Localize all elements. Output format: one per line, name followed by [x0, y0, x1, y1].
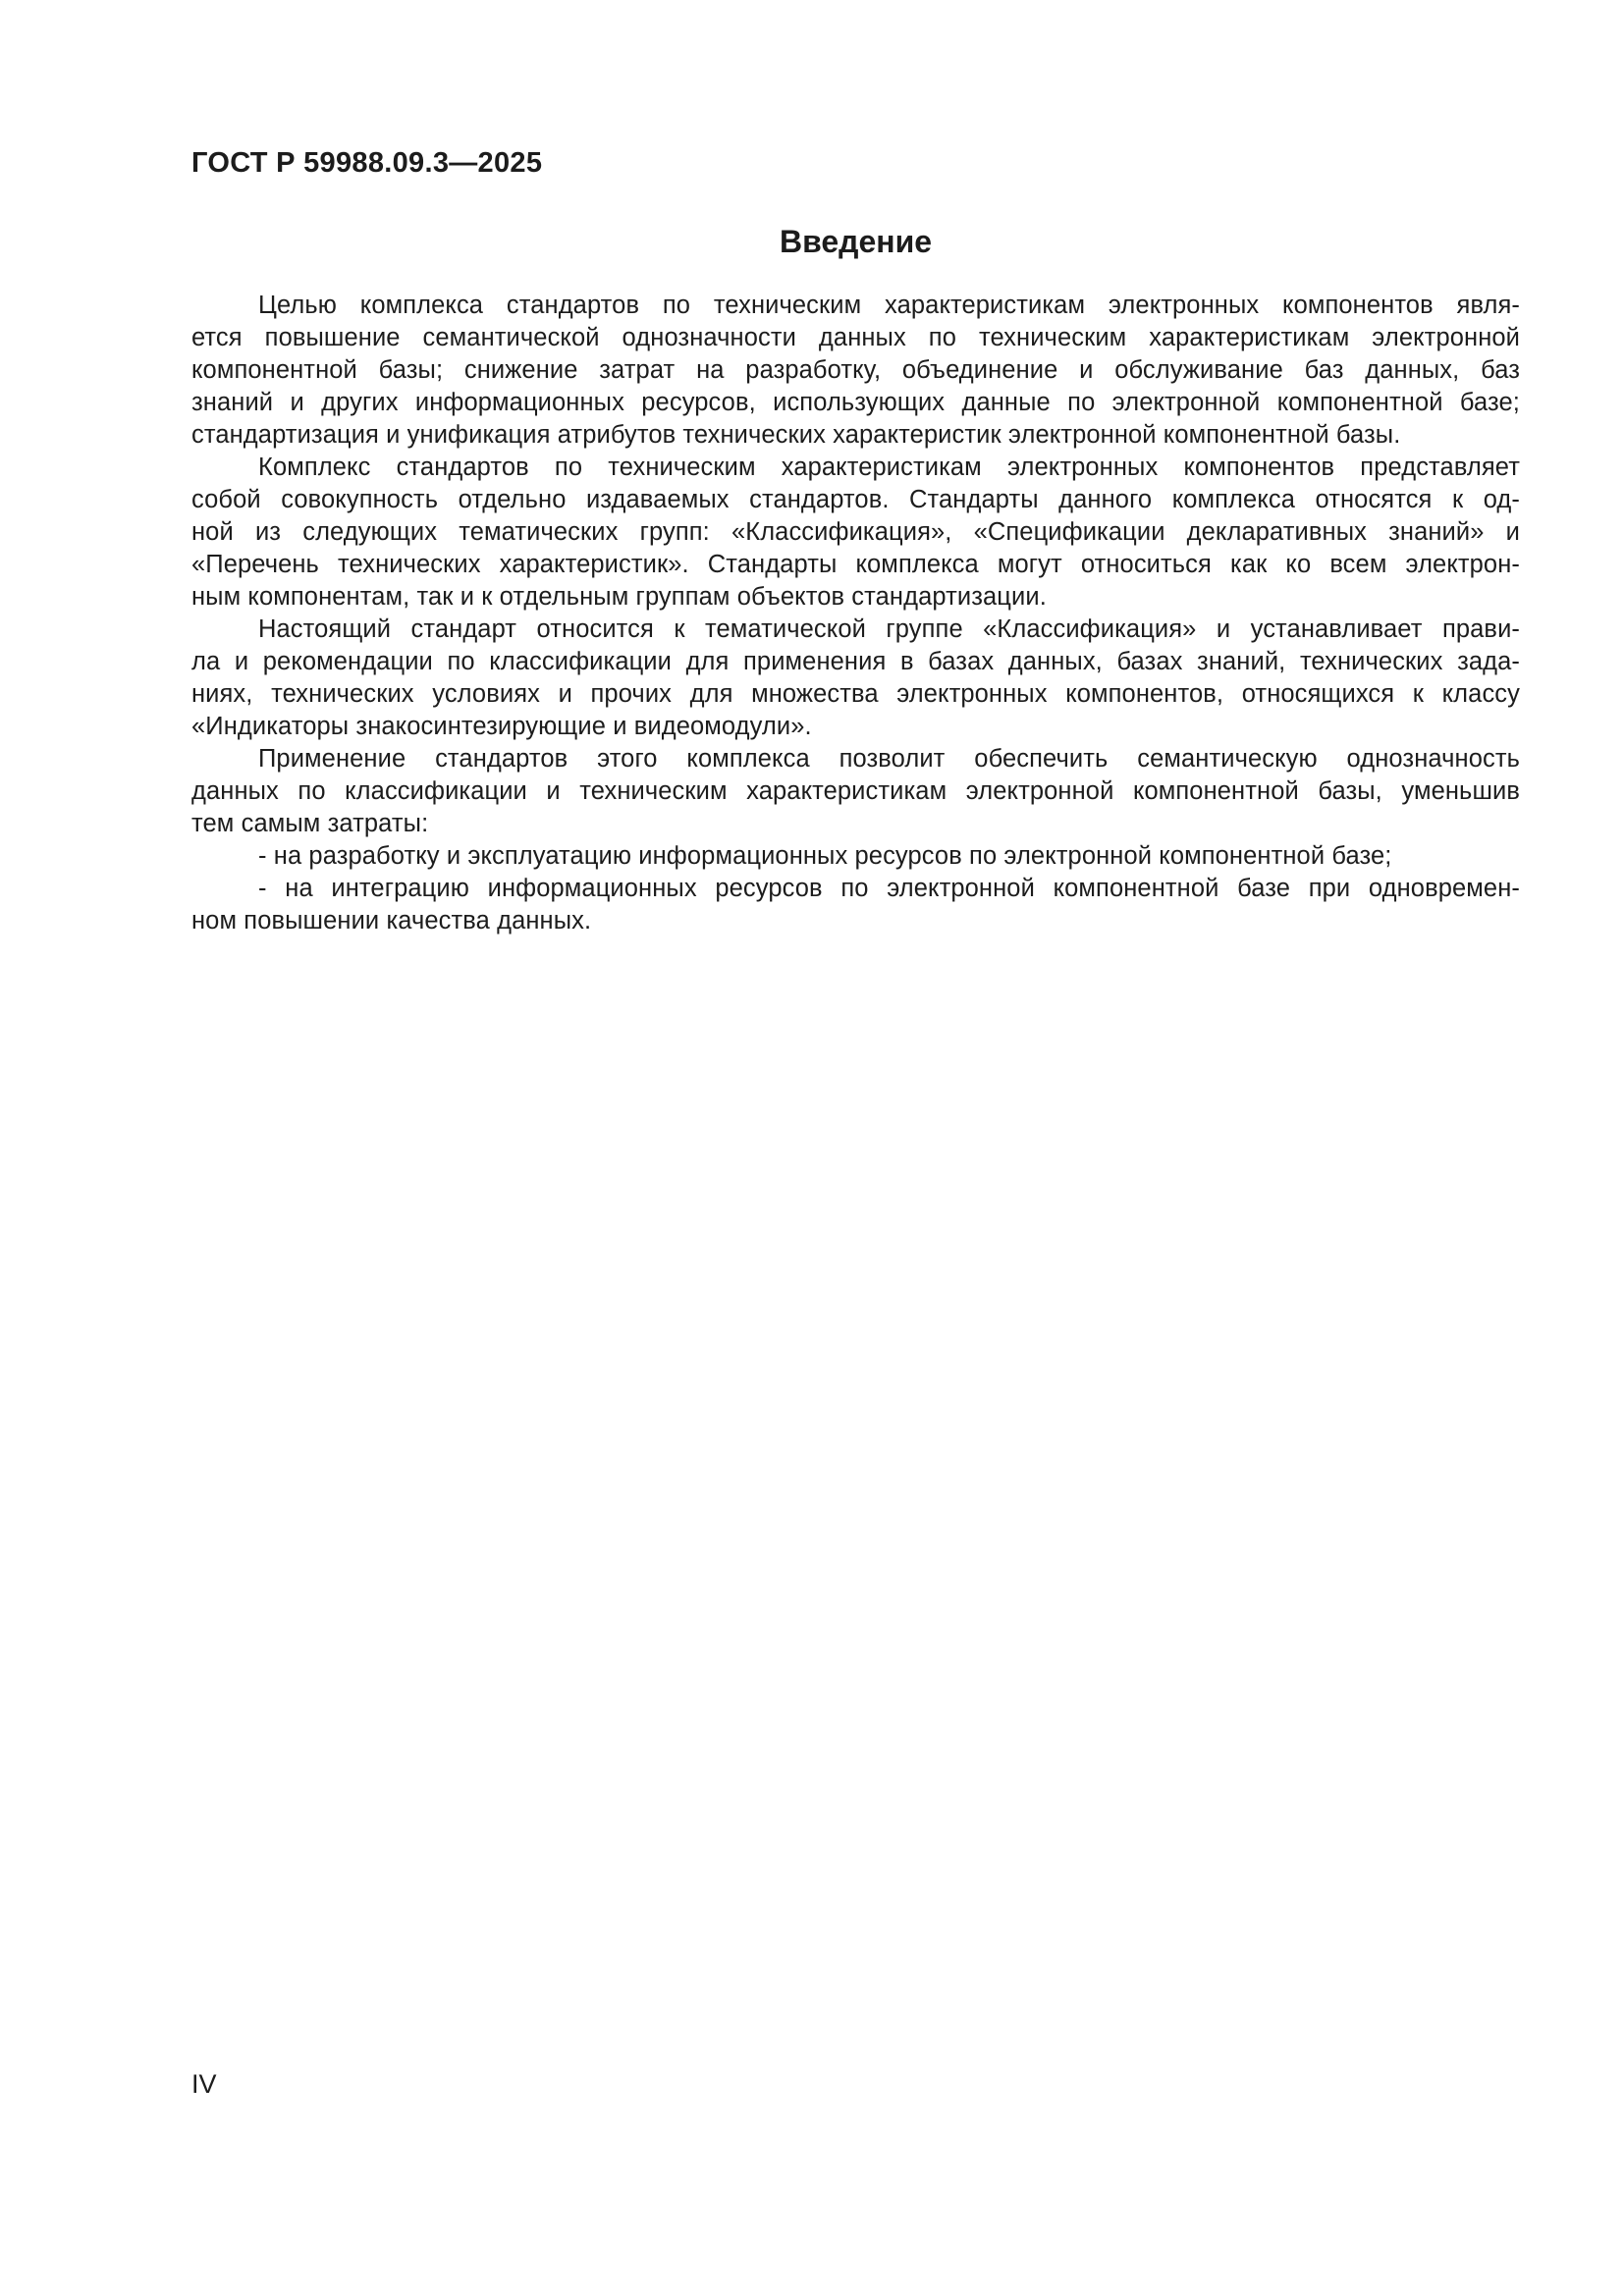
text-line: «Перечень технических характеристик». Стандарты комплекса могут относиться как ко всем электрон- [191, 551, 1520, 578]
text-line: Целью комплекса стандартов по техническим характеристикам электронных компонентов явля- [258, 292, 1520, 319]
body-text [191, 290, 1520, 937]
text-line: ла и рекомендации по классификации для применения в базах данных, базах знаний, технических зада- [191, 648, 1520, 675]
text-line: ной из следующих тематических групп: «Классификация», «Спецификации декларативных знаний» и [191, 518, 1520, 546]
text-line: тем самым затраты: [191, 810, 429, 837]
text-line: собой совокупность отдельно издаваемых стандартов. Стандарты данного комплекса относятся к од- [191, 486, 1520, 513]
text-line: ется повышение семантической однозначности данных по техническим характеристикам электронной [191, 324, 1520, 351]
text-line: компонентной базы; снижение затрат на разработку, объединение и обслуживание баз данных, баз [191, 356, 1520, 384]
text-line: ным компонентам, так и к отдельным группам объектов стандартизации. [191, 583, 1047, 611]
text-line: «Индикаторы знакосинтезирующие и видеомодули». [191, 713, 812, 740]
document-code: ГОСТ Р 59988.09.3—2025 [191, 147, 543, 179]
text-line: - на разработку и эксплуатацию информационных ресурсов по электронной компонентной базе; [258, 842, 1392, 870]
text-line: - на интеграцию информационных ресурсов по электронной компонентной базе при одновремен- [258, 875, 1520, 902]
text-line: данных по классификации и техническим характеристикам электронной компонентной базы, уменьшив [191, 777, 1520, 805]
text-line: знаний и других информационных ресурсов, использующих данные по электронной компонентной базе; [191, 389, 1520, 416]
text-line: ном повышении качества данных. [191, 907, 592, 934]
page-title: Введение [779, 224, 933, 259]
text-line: Комплекс стандартов по техническим характеристикам электронных компонентов представляет [258, 454, 1520, 481]
text-line: ниях, технических условиях и прочих для множества электронных компонентов, относящихся к классу [191, 680, 1520, 708]
text-line: Настоящий стандарт относится к тематической группе «Классификация» и устанавливает прави- [258, 615, 1520, 643]
text-line: стандартизация и унификация атрибутов технических характеристик электронной компонентной базы. [191, 421, 1401, 449]
page-number: IV [191, 2069, 217, 2099]
text-line: Применение стандартов этого комплекса позволит обеспечить семантическую однозначность [258, 745, 1520, 773]
